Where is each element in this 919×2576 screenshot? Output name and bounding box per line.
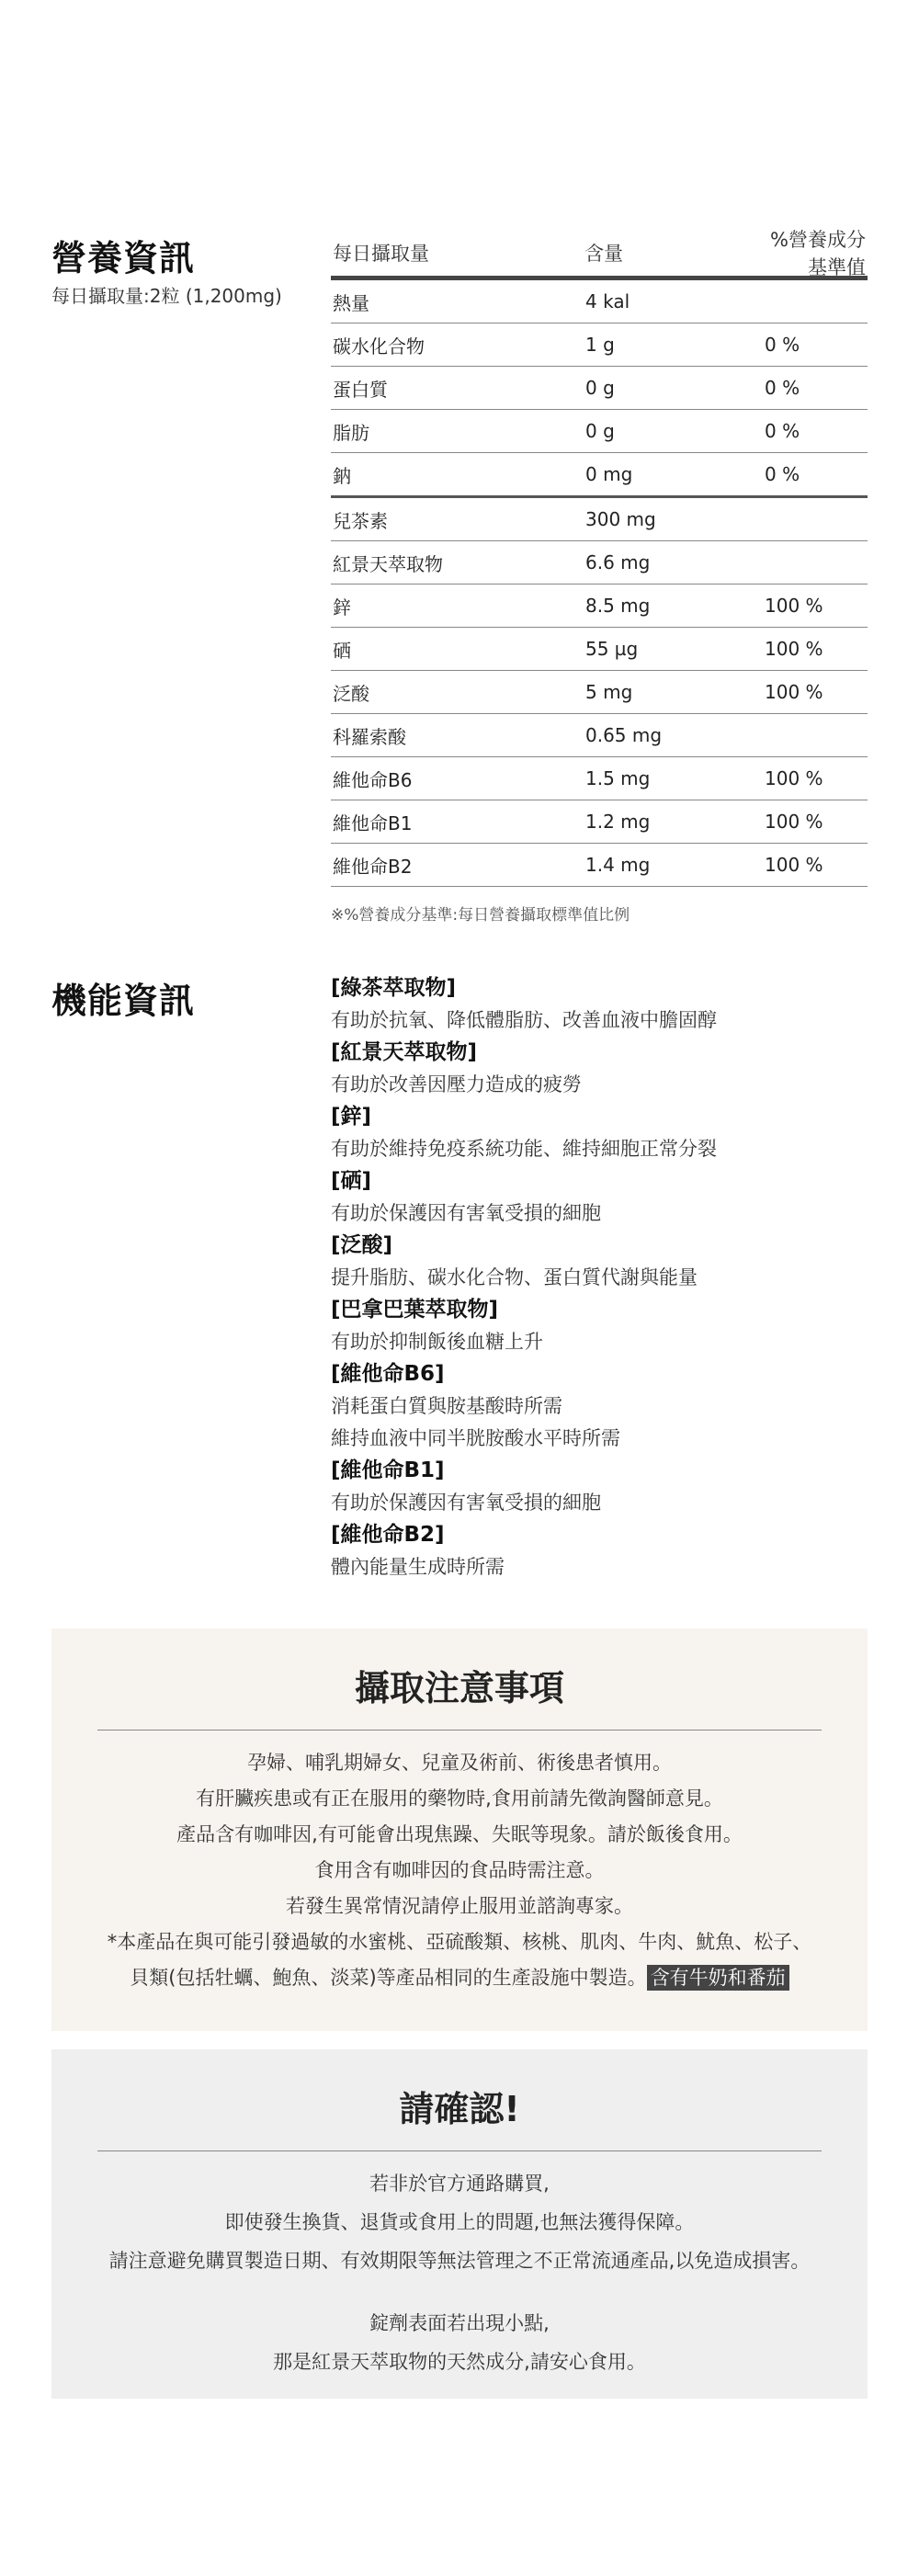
caution-line-last <box>51 1960 868 1996</box>
nutrient-percent: 100 % <box>765 681 823 703</box>
caution-line: 食用含有咖啡因的食品時需注意。 <box>314 1859 605 1881</box>
function-item-desc: 有助於改善因壓力造成的疲勞 <box>331 1073 582 1095</box>
function-item-title: [綠茶萃取物] <box>331 976 457 1000</box>
function-item-title: [紅景天萃取物] <box>331 1040 478 1064</box>
header-percent-dv: %營養成分基準值 <box>770 229 866 278</box>
caution-box <box>51 1628 868 2031</box>
nutrient-percent: 0 % <box>765 420 800 442</box>
nutrient-amount: 5 mg <box>585 681 633 703</box>
nutrient-percent: 0 % <box>765 377 800 399</box>
nutrient-name: 維他命B2 <box>333 855 413 878</box>
nutrient-name: 紅景天萃取物 <box>333 552 443 575</box>
nutrient-amount: 1.5 mg <box>585 767 651 789</box>
nutrition-row <box>331 800 868 844</box>
nutrient-amount: 0.65 mg <box>585 724 663 746</box>
function-item-desc: 消耗蛋白質與胺基酸時所需 <box>331 1395 562 1417</box>
allergen-highlight: 含有牛奶和番茄 <box>647 1965 789 1991</box>
nutrient-percent: 100 % <box>765 767 823 789</box>
function-item-desc: 有助於抗氧、降低體脂肪、改善血液中膽固醇 <box>331 1009 717 1031</box>
header-amount: 含量 <box>584 243 624 265</box>
nutrient-name: 維他命B6 <box>333 768 413 791</box>
nutrition-rows <box>331 280 868 887</box>
nutrition-row <box>331 584 868 628</box>
nutrient-name: 硒 <box>333 639 351 662</box>
function-item-desc: 有助於保護因有害氧受損的細胞 <box>331 1202 601 1224</box>
nutrient-name: 鈉 <box>333 464 351 487</box>
caution-last-text: 貝類(包括牡蠣、鮑魚、淡菜)等產品相同的生產設施中製造。 <box>130 1967 647 1989</box>
function-item-title: [泛酸] <box>331 1233 393 1257</box>
confirm-line: 請注意避免購買製造日期、有效期限等無法管理之不正常流通產品,以免造成損害。 <box>108 2250 811 2272</box>
nutrition-row <box>331 541 868 584</box>
nutrient-amount: 1.2 mg <box>585 811 651 833</box>
nutrient-percent: 100 % <box>765 595 823 617</box>
nutrition-note: ※%營養成分基準:每日營養攝取標準值比例 <box>331 906 630 925</box>
confirm-line: 那是紅景天萃取物的天然成分,請安心食用。 <box>273 2351 646 2373</box>
nutrient-name: 熱量 <box>333 291 369 314</box>
confirm-box <box>51 2049 868 2399</box>
nutrient-percent: 100 % <box>765 854 823 876</box>
nutrient-name: 泛酸 <box>333 682 369 705</box>
caution-line: 產品含有咖啡因,有可能會出現焦躁、失眠等現象。請於飯後食用。 <box>176 1823 743 1845</box>
function-item-desc: 提升脂肪、碳水化合物、蛋白質代謝與能量 <box>331 1266 698 1288</box>
header-daily-intake: 每日攝取量 <box>333 243 429 265</box>
function-item-desc: 體內能量生成時所需 <box>331 1556 505 1578</box>
confirm-lines <box>51 2164 868 2381</box>
nutrient-name: 維他命B1 <box>333 811 413 834</box>
function-item-title: [維他命B6] <box>331 1362 445 1386</box>
function-title: 機能資訊 <box>51 981 196 1021</box>
nutrition-row <box>331 628 868 671</box>
caution-divider <box>97 1730 822 1731</box>
nutrient-amount: 0 g <box>585 377 615 399</box>
nutrient-name: 蛋白質 <box>333 378 388 401</box>
nutrient-name: 脂肪 <box>333 421 369 444</box>
function-item-desc: 有助於維持免疫系統功能、維持細胞正常分裂 <box>331 1138 717 1160</box>
confirm-line: 即使發生換貨、退貨或食用上的問題,也無法獲得保障。 <box>224 2211 695 2233</box>
function-item-title: [鋅] <box>331 1105 372 1129</box>
function-item-title: [維他命B1] <box>331 1458 445 1482</box>
nutrition-row <box>331 453 868 498</box>
caution-line: 若發生異常情況請停止服用並諮詢專家。 <box>286 1895 633 1917</box>
nutrition-row <box>331 410 868 453</box>
nutrition-title: 營養資訊 <box>51 238 196 278</box>
nutrient-name: 科羅索酸 <box>333 725 406 748</box>
confirm-line: 若非於官方通路購買, <box>369 2173 550 2195</box>
caution-line: 孕婦、哺乳期婦女、兒童及術前、術後患者慎用。 <box>247 1752 672 1774</box>
nutrition-row <box>331 844 868 887</box>
nutrient-amount: 300 mg <box>585 508 656 530</box>
nutrient-percent: 0 % <box>765 334 800 356</box>
nutrient-name: 兒茶素 <box>333 509 388 532</box>
caution-line: 有肝臟疾患或有正在服用的藥物時,食用前請先徵詢醫師意見。 <box>196 1787 723 1810</box>
nutrient-amount: 0 g <box>585 420 615 442</box>
nutrition-table <box>331 230 868 925</box>
function-item-desc: 有助於抑制飯後血糖上升 <box>331 1331 543 1353</box>
nutrition-row <box>331 714 868 757</box>
function-item-title: [硒] <box>331 1169 372 1193</box>
nutrient-amount: 8.5 mg <box>585 595 651 617</box>
nutrition-row <box>331 280 868 323</box>
nutrition-row <box>331 498 868 541</box>
nutrient-amount: 1 g <box>585 334 615 356</box>
nutrient-name: 鋅 <box>333 596 351 618</box>
confirm-line: 錠劑表面若出現小點, <box>369 2312 550 2334</box>
caution-title: 攝取注意事項 <box>354 1668 564 1708</box>
function-item-title: [巴拿巴葉萃取物] <box>331 1298 499 1322</box>
daily-intake-subtitle: 每日攝取量:2粒 (1,200mg) <box>51 285 282 307</box>
nutrient-amount: 4 kal <box>585 290 630 312</box>
nutrient-amount: 55 µg <box>585 638 639 660</box>
function-item-desc: 維持血液中同半胱胺酸水平時所需 <box>331 1427 620 1449</box>
nutrition-row <box>331 757 868 800</box>
nutrition-row <box>331 323 868 367</box>
nutrient-amount: 0 mg <box>585 463 633 485</box>
nutrient-amount: 6.6 mg <box>585 551 651 573</box>
caution-line: *本產品在與可能引發過敏的水蜜桃、亞硫酸類、核桃、肌肉、牛肉、魷魚、松子、 <box>107 1931 812 1953</box>
function-item-desc: 有助於保護因有害氧受損的細胞 <box>331 1492 601 1514</box>
function-item-title: [維他命B2] <box>331 1523 445 1547</box>
nutrition-row <box>331 367 868 410</box>
confirm-divider <box>97 2150 822 2151</box>
caution-lines <box>51 1745 868 1996</box>
confirm-title: 請確認! <box>399 2089 520 2129</box>
function-list <box>331 972 868 1583</box>
nutrition-row <box>331 671 868 714</box>
nutrient-percent: 100 % <box>765 811 823 833</box>
nutrient-percent: 100 % <box>765 638 823 660</box>
nutrient-amount: 1.4 mg <box>585 854 651 876</box>
nutrient-name: 碳水化合物 <box>333 335 425 357</box>
nutrition-table-header <box>331 230 868 280</box>
nutrient-percent: 0 % <box>765 463 800 485</box>
